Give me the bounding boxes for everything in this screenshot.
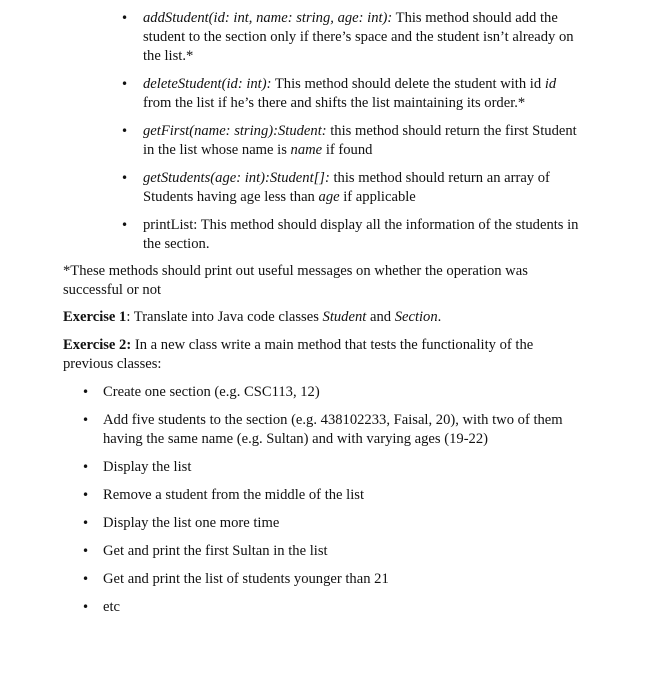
- task-list: [82, 383, 573, 626]
- method-description: this method should return an array of Students having age less than: [143, 170, 550, 205]
- footnote: *These methods should print out useful messages on whether the operation was successful or not: [63, 263, 528, 298]
- param-word: age: [318, 189, 340, 205]
- method-description: if applicable: [339, 189, 416, 205]
- bullet: •: [121, 77, 129, 91]
- bullet: •: [82, 460, 90, 474]
- exercise-text: : Translate into Java code classes: [126, 309, 323, 325]
- list-item: [82, 411, 573, 449]
- list-item: [82, 458, 573, 477]
- exercise-text: .: [437, 309, 442, 325]
- method-signature: getStudents(age: int):Student[]:: [143, 170, 330, 186]
- task-text: Display the list one more time: [103, 515, 280, 531]
- task-text: etc: [103, 599, 121, 615]
- method-description: printList: This method should display all the information of the students in the section.: [143, 217, 579, 252]
- method-signature: addStudent(id: int, name: string, age: int):: [143, 10, 393, 26]
- method-description: This method should add the student to the section only if there’s space and the student isn’t already on the list.*: [143, 10, 574, 64]
- param-word: id: [544, 76, 557, 92]
- exercise-1: [63, 308, 583, 327]
- task-text: Display the list: [103, 459, 192, 475]
- list-item: [82, 542, 573, 561]
- method-signature: getFirst(name: string):Student:: [143, 123, 327, 139]
- list-item: [82, 570, 573, 589]
- exercise-label: Exercise 1: [63, 309, 127, 325]
- bullet: •: [82, 516, 90, 530]
- list-item-get-students: [121, 169, 583, 207]
- method-description: if found: [322, 142, 373, 158]
- task-text: Remove a student from the middle of the list: [103, 487, 365, 503]
- method-description: This method should delete the student with id: [271, 76, 545, 92]
- bullet: •: [82, 572, 90, 586]
- list-item-add-student: [121, 9, 583, 66]
- task-text: Add five students to the section (e.g. 438102233, Faisal, 20), with two of them having the same name (e.g. Sultan) and with varying ages (19-22): [103, 412, 563, 447]
- method-description: this method should return the first Student in the list whose name is: [143, 123, 577, 158]
- class-name: Section: [394, 309, 438, 325]
- bullet: •: [82, 385, 90, 399]
- exercise-text: and: [366, 309, 395, 325]
- param-word: name: [290, 142, 323, 158]
- task-text: Create one section (e.g. CSC113, 12): [103, 384, 320, 400]
- list-item-print-list: [121, 216, 583, 254]
- list-item: [82, 514, 573, 533]
- class-name: Student: [322, 309, 367, 325]
- exercise-label: Exercise 2:: [63, 337, 132, 353]
- list-item: [82, 383, 573, 402]
- task-text: Get and print the list of students younger than 21: [103, 571, 389, 587]
- exercise-text: In a new class write a main method that tests the functionality of the previous classes:: [63, 337, 534, 372]
- bullet: •: [121, 124, 129, 138]
- bullet: •: [82, 600, 90, 614]
- bullet: •: [121, 171, 129, 185]
- bullet: •: [121, 11, 129, 25]
- list-item-get-first: [121, 122, 583, 160]
- exercise-2: [63, 336, 583, 374]
- bullet: •: [121, 218, 129, 232]
- task-text: Get and print the first Sultan in the list: [103, 543, 328, 559]
- method-description: from the list if he’s there and shifts the list maintaining its order.*: [143, 95, 526, 111]
- method-signature: deleteStudent(id: int):: [143, 76, 272, 92]
- bullet: •: [82, 488, 90, 502]
- bullet: •: [82, 544, 90, 558]
- list-item: [82, 486, 573, 505]
- list-item-delete-student: [121, 75, 583, 113]
- bullet: •: [82, 413, 90, 427]
- list-item: [82, 598, 573, 617]
- method-list: [121, 9, 583, 263]
